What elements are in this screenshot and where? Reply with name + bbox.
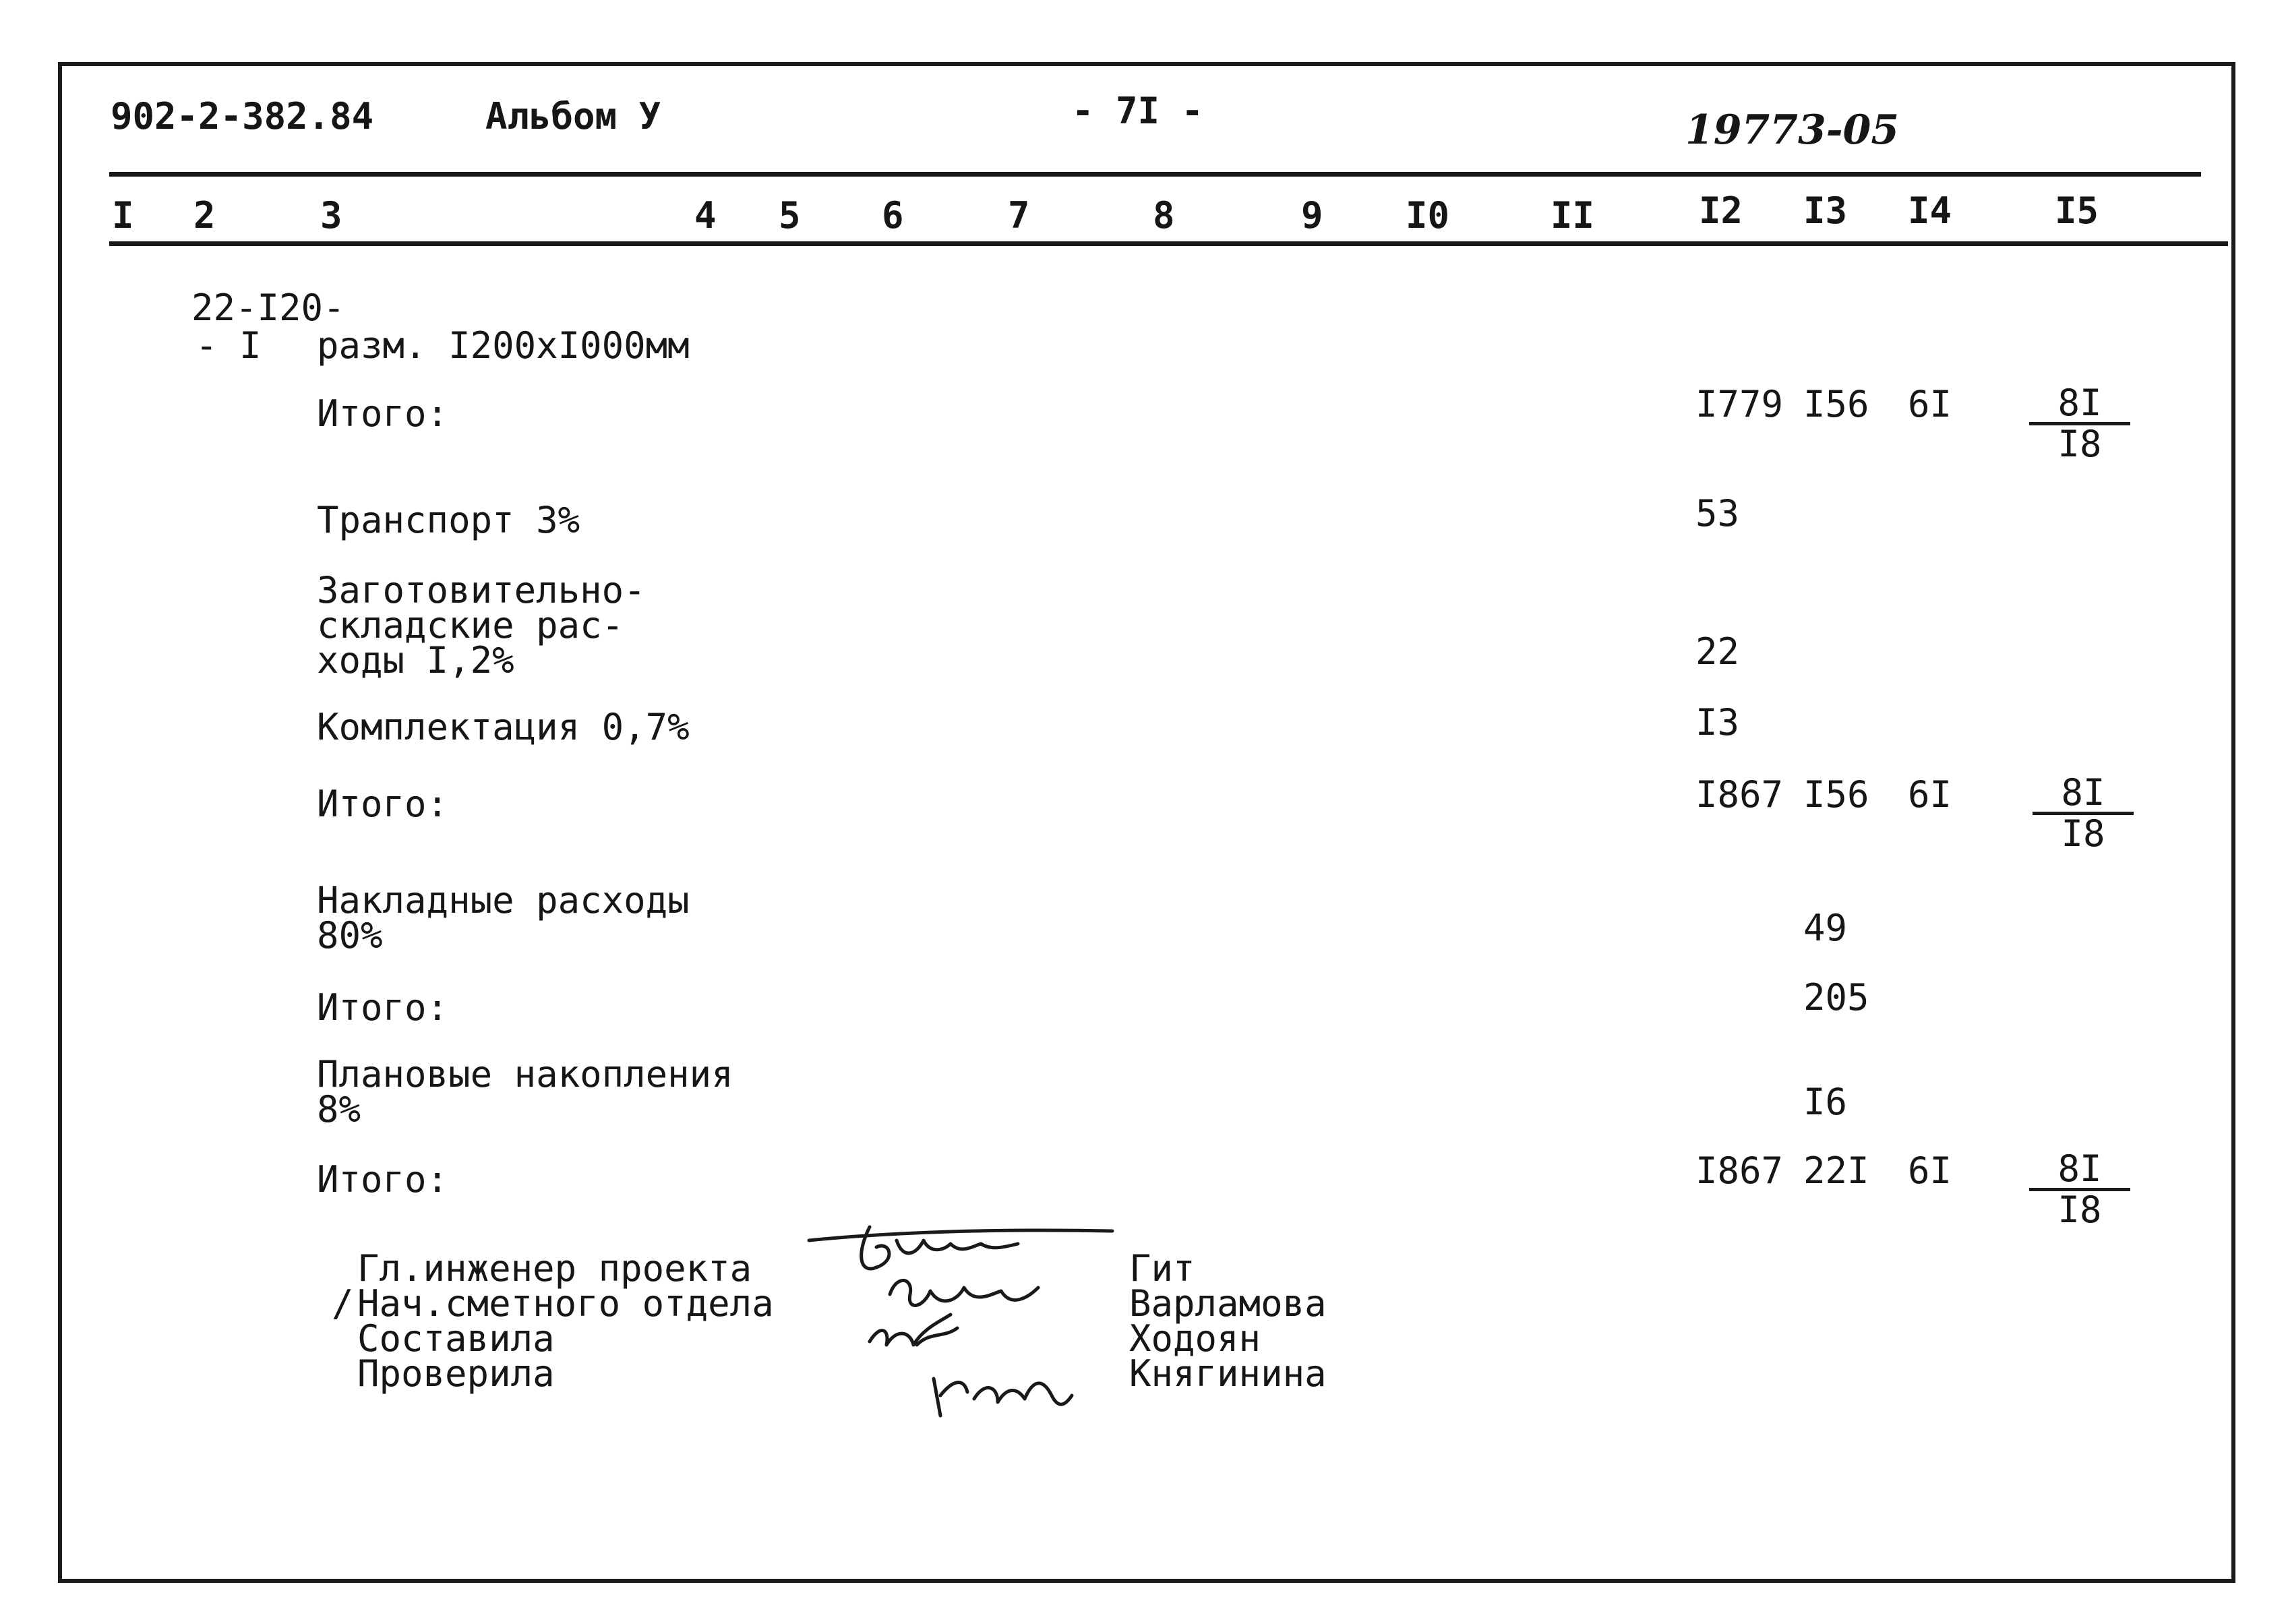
album-title: Альбом У (485, 95, 661, 138)
header-top-rule (109, 172, 2201, 177)
col-5: 5 (779, 194, 801, 237)
row-c15-fraction (2029, 1147, 2130, 1231)
name-checked-by: Княгинина (1129, 1352, 1327, 1395)
row-c12: 53 (1695, 492, 1740, 535)
col-15: I5 (2055, 189, 2099, 232)
row-c13: 205 (1803, 976, 1869, 1019)
row-c13: I56 (1803, 383, 1869, 425)
fraction-numerator: 8I (2029, 384, 2130, 425)
col-12: I2 (1699, 189, 1743, 232)
row-c15-fraction (2033, 771, 2134, 855)
row-c12: I867 (1695, 773, 1784, 816)
row-label: Итого: (317, 392, 449, 435)
row-c13: I6 (1803, 1081, 1848, 1123)
fraction-numerator: 8I (2033, 774, 2134, 815)
col-9: 9 (1301, 194, 1323, 237)
col-4: 4 (694, 194, 717, 237)
slash-mark: / (332, 1282, 354, 1325)
row-label: Итого: (317, 1158, 449, 1201)
item-code: 22-I20- (191, 287, 345, 329)
row-c12: I867 (1695, 1149, 1784, 1192)
item-size: разм. I200хI000мм (317, 324, 690, 367)
fraction-numerator: 8I (2029, 1150, 2130, 1191)
role-compiled-by: Составила (357, 1317, 555, 1360)
col-1: I (112, 194, 134, 237)
col-7: 7 (1008, 194, 1030, 237)
row-label: Итого: (317, 783, 449, 825)
row-label: Комплектация 0,7% (317, 706, 690, 748)
handwritten-signatures (795, 1213, 1133, 1422)
row-label: Плановые накопления 8% (317, 1053, 733, 1131)
row-c12: 22 (1695, 630, 1740, 673)
name-head-estimates: Варламова (1129, 1282, 1327, 1325)
row-c14: 6I (1908, 1149, 1952, 1192)
col-2: 2 (193, 194, 216, 237)
row-c13: 22I (1803, 1149, 1869, 1192)
row-c12: I3 (1695, 701, 1740, 744)
name-compiled-by: Ходоян (1129, 1317, 1261, 1360)
row-c13: I56 (1803, 773, 1869, 816)
role-head-estimates: Нач.сметного отдела (357, 1282, 774, 1325)
row-c12: I779 (1695, 383, 1784, 425)
page-number: - 7I - (1072, 90, 1204, 132)
row-label: Транспорт 3% (317, 499, 580, 541)
fraction-denominator: I8 (2057, 1189, 2102, 1231)
row-label: Итого: (317, 986, 449, 1029)
col-3: 3 (320, 194, 342, 237)
fraction-denominator: I8 (2057, 423, 2102, 465)
role-checked-by: Проверила (357, 1352, 555, 1395)
row-c13: 49 (1803, 907, 1848, 949)
item-code-suffix: - I (195, 324, 262, 367)
col-6: 6 (882, 194, 904, 237)
row-c15-fraction (2029, 384, 2130, 463)
role-chief-engineer: Гл.инженер проекта (357, 1247, 752, 1290)
row-label: Накладные расходы 80% (317, 879, 690, 957)
row-c14: 6I (1908, 383, 1952, 425)
row-c14: 6I (1908, 773, 1952, 816)
col-8: 8 (1153, 194, 1175, 237)
name-chief-engineer: Гит (1129, 1247, 1195, 1290)
header-bottom-rule (109, 241, 2228, 246)
inventory-number: 19773-05 (1685, 107, 1900, 154)
col-10: I0 (1406, 194, 1450, 237)
fraction-denominator: I8 (2061, 812, 2105, 855)
row-label: Заготовительно- складские рас- ходы I,2% (317, 569, 646, 682)
col-13: I3 (1803, 189, 1848, 232)
col-11: II (1551, 194, 1595, 237)
doc-code: 902-2-382.84 (111, 95, 374, 138)
col-14: I4 (1908, 189, 1952, 232)
